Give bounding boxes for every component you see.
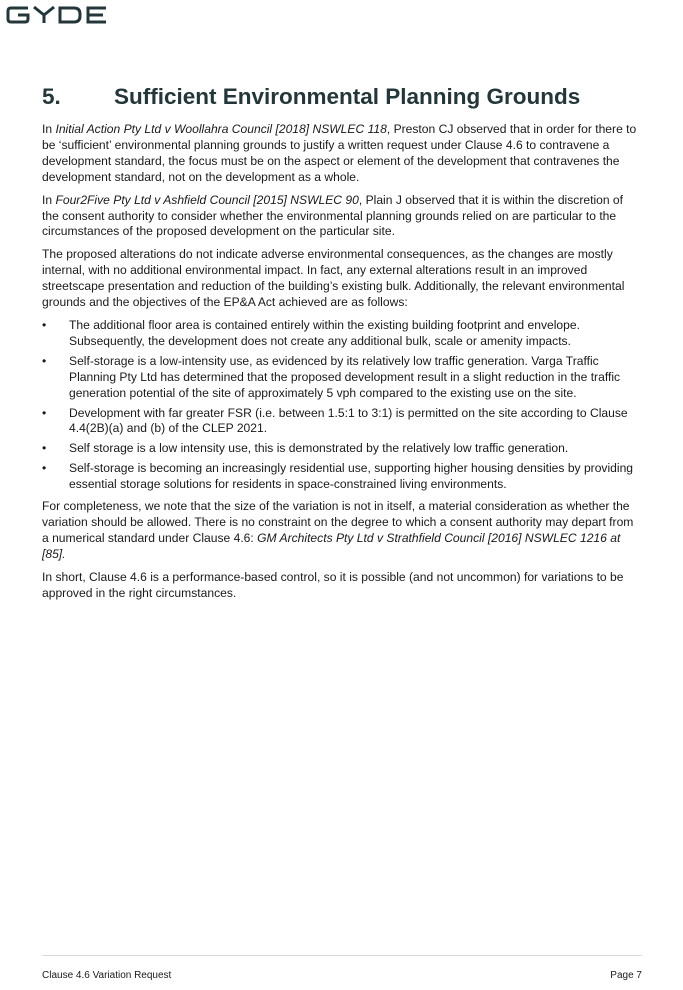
paragraph-four2five [42,193,642,241]
list-item [42,461,642,493]
paragraph-in-short: In short, Clause 4.6 is a performance-based control, so it is possible (and not uncommon) for variations to be approved in the right circumstances. [42,569,624,600]
paragraph-text: In [42,122,56,136]
paragraph-proposed-alterations: The proposed alterations do not indicate adverse environmental consequences, as the changes are mostly internal, with no additional environmental impact. In fact, any external alterations result in an improved streetscape presentation and reduction of the building’s existing bulk. Additionally, the relevant environmental grounds and the objectives of the EP&A Act achieved are as follows: [42,247,625,310]
list-item-text: Development with far greater FSR (i.e. between 1.5:1 to 3:1) is permitted on the site according to Clause 4.4(2B)(a) and (b) of the CLEP 2021. [69,405,628,436]
case-citation: Four2Five Pty Ltd v Ashfield Council [2015] NSWLEC 90 [55,192,359,207]
list-item-text: Self storage is a low intensity use, this is demonstrated by the relatively low traffic generation. [69,441,569,456]
footer-document-title: Clause 4.6 Variation Request [42,970,172,981]
paragraph-completeness [42,499,642,563]
case-citation: Initial Action Pty Ltd v Woollahra Council [2018] NSWLEC 118 [55,122,387,136]
list-item [42,354,642,402]
list-item-text: Self-storage is becoming an increasingly residential use, supporting higher housing densities by providing essential storage solutions for residents in space-constrained living environments. [69,461,634,492]
gyde-logo-mark [6,4,116,26]
paragraph-text: In [42,192,56,207]
environmental-grounds-list [42,318,642,493]
bullet-icon: • [42,461,47,476]
list-item-text: Self-storage is a low-intensity use, as evidenced by its relatively low traffic generation. Varga Traffic Planning Pty Ltd has determined that the proposed development result in a slight reduction in the traffic generation potential of the site of approximately 5 vph compared to the existing use on the site. [69,353,621,400]
list-item [42,441,642,457]
footer-page-number: Page 7 [610,970,642,981]
paragraph-initial-action [42,122,642,186]
list-item [42,406,642,438]
bullet-icon: • [42,353,47,368]
gyde-logo [6,4,116,26]
section-heading [42,84,642,110]
footer-divider [42,955,642,956]
list-item-text: The additional floor area is contained entirely within the existing building footprint and envelope. Subsequently, the development does not create any additional bulk, scale or amenity impacts. [69,317,580,348]
bullet-icon: • [42,317,47,332]
section-number: 5. [42,84,61,109]
bullet-icon: • [42,405,47,420]
paragraph-text: , Plain J observed that it is within the discretion of the consent authority to consider whether the environmental planning grounds relied on are particular to the circumstances of the proposed development on the particular site. [42,192,624,239]
paragraph-text: , Preston CJ observed that in order for there to be ‘sufficient’ environmental planning grounds to justify a written request under Clause 4.6 to contravene a development standard, the focus must be on the aspect or element of the development that contravenes the development standard, not on the development as a whole. [42,122,637,184]
bullet-icon: • [42,441,47,456]
paragraph-text: For completeness, we note that the size of the variation is not in itself, a material consideration as whether the variation should be allowed. There is no constraint on the degree to which a consent authority may depart from a numerical standard under Clause 4.6: [42,499,634,545]
case-citation: GM Architects Pty Ltd v Strathfield Council [2016] NSWLEC 1216 at [85]. [42,530,621,561]
page-content [42,84,642,608]
logo-text [6,26,7,27]
section-title: Sufficient Environmental Planning Grounds [114,84,581,109]
list-item [42,318,642,350]
